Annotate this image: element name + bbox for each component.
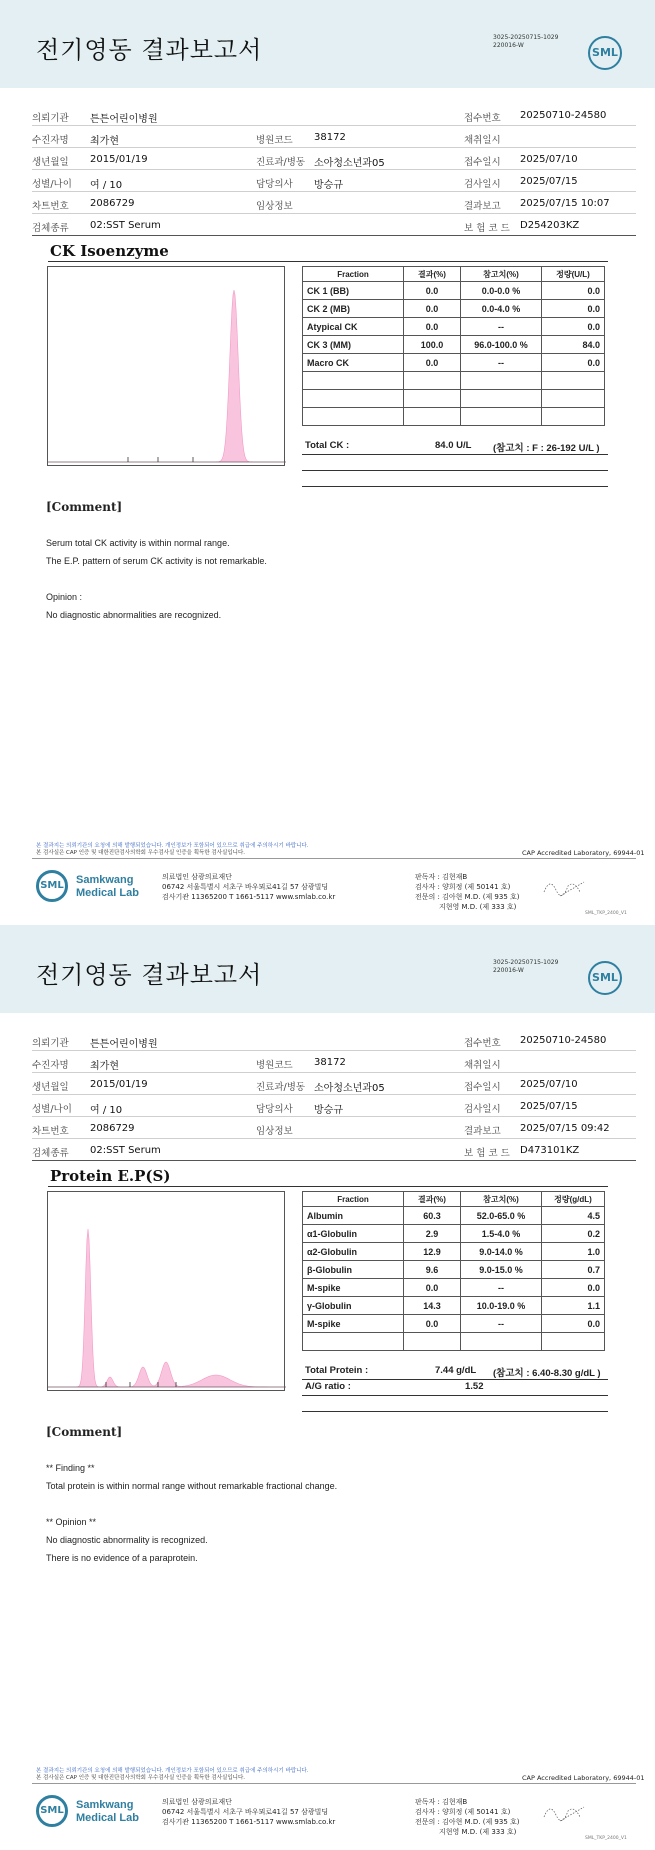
header-result: 결과(%): [404, 1192, 461, 1207]
info-row: [32, 1139, 636, 1161]
info-patient: 최가현: [90, 1061, 119, 1072]
info-row: [32, 1029, 636, 1051]
comment-line: Opinion :: [46, 592, 83, 602]
cell-fraction: [303, 1333, 404, 1351]
cell-result: [404, 1333, 461, 1351]
total-label: Total CK :: [305, 440, 350, 451]
cell-reference: --: [461, 318, 542, 336]
info-birth-label: 생년월일: [32, 157, 69, 168]
info-barcode-label: 보 험 코 드: [464, 223, 510, 234]
info-dept-label: 진료과/병동: [256, 1082, 306, 1093]
lab-address: 의료법인 삼광의료재단 06742 서울특별시 서초구 바우뫼로41길 57 삼광빌딩 검사기관 11365200 T 1661-5117 www.smlab.co.kr: [162, 1798, 336, 1826]
header-fraction: Fraction: [303, 267, 404, 282]
info-doctor: 방승규: [314, 1105, 343, 1116]
ratio-divider: [302, 470, 608, 471]
comment-line: ** Opinion **: [46, 1517, 97, 1527]
samkwang-logo: SML: [36, 870, 68, 902]
info-report: 2025/07/15 09:42: [520, 1123, 610, 1134]
total-reference: (참고치 : 6.40-8.30 g/dL ): [493, 1368, 601, 1379]
total-row: [305, 1365, 607, 1379]
cell-quantity: [542, 390, 605, 408]
ratio-row: [305, 456, 607, 470]
total-row: [305, 440, 607, 454]
cell-result: 0.0: [404, 354, 461, 372]
table-row: [303, 1261, 605, 1279]
table-header-row: [303, 267, 605, 282]
info-receipt-date: 2025/07/10: [520, 154, 578, 165]
info-birth-label: 생년월일: [32, 1082, 69, 1093]
header-reference: 참고치(%): [461, 267, 542, 282]
comment-line: Total protein is within normal range without remarkable fractional change.: [46, 1481, 338, 1491]
info-hosp-code-label: 병원코드: [256, 1060, 293, 1071]
cell-result: 0.0: [404, 318, 461, 336]
total-reference: (참고치 : F : 26-192 U/L ): [493, 443, 600, 454]
info-patient: 최가현: [90, 136, 119, 147]
table-row: [303, 408, 605, 426]
cell-reference: 1.5-4.0 %: [461, 1225, 542, 1243]
cell-fraction: M-spike: [303, 1315, 404, 1333]
info-dept: 소아청소년과05: [314, 158, 385, 169]
cell-reference: 52.0-65.0 %: [461, 1207, 542, 1225]
info-report-label: 결과보고: [464, 201, 501, 212]
info-chart-label: 차트번호: [32, 1126, 69, 1137]
report-page-protein: [0, 925, 655, 1850]
info-specimen: 02:SST Serum: [90, 1145, 161, 1156]
cell-reference: [461, 372, 542, 390]
info-receipt-date: 2025/07/10: [520, 1079, 578, 1090]
total-label: Total Protein :: [305, 1365, 369, 1376]
comment-line: ** Finding **: [46, 1463, 95, 1473]
comment-title: [Comment]: [46, 500, 123, 514]
info-row: [32, 126, 636, 148]
cell-reference: [461, 408, 542, 426]
info-row: [32, 1073, 636, 1095]
result-table: [302, 1191, 605, 1351]
info-institution: 튼튼어린이병원: [90, 114, 158, 125]
info-patient-label: 수진자명: [32, 135, 69, 146]
cell-result: 100.0: [404, 336, 461, 354]
info-specimen-label: 검체종류: [32, 1148, 69, 1159]
cell-result: 14.3: [404, 1297, 461, 1315]
info-receipt: 20250710-24580: [520, 110, 607, 121]
header-quantity: 정량(U/L): [542, 267, 605, 282]
cell-result: 2.9: [404, 1225, 461, 1243]
cell-quantity: [542, 372, 605, 390]
cap-accreditation: CAP Accredited Laboratory, 69944-01: [522, 1774, 645, 1782]
cell-result: [404, 390, 461, 408]
cell-fraction: [303, 408, 404, 426]
cell-quantity: 0.0: [542, 1315, 605, 1333]
info-test-date-label: 검사일시: [464, 1104, 501, 1115]
comment-line: No diagnostic abnormalities are recognized.: [46, 610, 222, 620]
info-test-date: 2025/07/15: [520, 1101, 578, 1112]
info-institution-label: 의뢰기관: [32, 1038, 69, 1049]
info-barcode: D254203KZ: [520, 220, 580, 231]
table-row: [303, 354, 605, 372]
sml-logo: SML: [588, 36, 622, 70]
samkwang-brand: Samkwang Medical Lab: [76, 874, 139, 899]
cell-reference: 0.0-4.0 %: [461, 300, 542, 318]
cell-result: 0.0: [404, 300, 461, 318]
samkwang-logo: SML: [36, 1795, 68, 1827]
cell-fraction: β-Globulin: [303, 1261, 404, 1279]
info-dept: 소아청소년과05: [314, 1083, 385, 1094]
electrophoresis-graph: [47, 1191, 285, 1391]
cell-fraction: [303, 372, 404, 390]
info-row: [32, 1051, 636, 1073]
info-row: [32, 1117, 636, 1139]
table-row: [303, 390, 605, 408]
info-receipt-date-label: 접수일시: [464, 157, 501, 168]
table-row: [303, 372, 605, 390]
cell-result: 0.0: [404, 282, 461, 300]
info-test-date: 2025/07/15: [520, 176, 578, 187]
cell-result: [404, 408, 461, 426]
cell-fraction: CK 2 (MB): [303, 300, 404, 318]
document-id: 3025-20250715-1029 220016-W: [493, 34, 559, 49]
info-collect-label: 채취일시: [464, 1060, 501, 1071]
table-row: [303, 1315, 605, 1333]
cell-result: 60.3: [404, 1207, 461, 1225]
total-value: 84.0 U/L: [435, 440, 472, 451]
info-chart: 2086729: [90, 198, 135, 209]
cell-fraction: γ-Globulin: [303, 1297, 404, 1315]
info-sex: 여 / 10: [90, 180, 123, 191]
cell-quantity: [542, 1333, 605, 1351]
info-receipt: 20250710-24580: [520, 1035, 607, 1046]
cell-quantity: 1.1: [542, 1297, 605, 1315]
cell-fraction: α2-Globulin: [303, 1243, 404, 1261]
table-row: [303, 318, 605, 336]
info-doctor-label: 담당의사: [256, 179, 293, 190]
cell-fraction: α1-Globulin: [303, 1225, 404, 1243]
lab-staff: 판독자 : 김현재B 검사자 : 양희정 (제 50141 호) 전문의 : 김아현 M.D. (제 935 호) 지현영 M.D. (제 333 호): [415, 873, 520, 911]
info-clinical-label: 임상정보: [256, 1126, 293, 1137]
info-row: [32, 192, 636, 214]
cell-quantity: 0.2: [542, 1225, 605, 1243]
info-birth: 2015/01/19: [90, 154, 148, 165]
table-row: [303, 300, 605, 318]
header-reference: 참고치(%): [461, 1192, 542, 1207]
comment-line: The E.P. pattern of serum CK activity is not remarkable.: [46, 556, 267, 566]
info-report-label: 결과보고: [464, 1126, 501, 1137]
cell-reference: --: [461, 1315, 542, 1333]
info-specimen: 02:SST Serum: [90, 220, 161, 231]
cell-quantity: 0.0: [542, 354, 605, 372]
info-receipt-label: 접수번호: [464, 1038, 501, 1049]
cell-quantity: 0.0: [542, 1279, 605, 1297]
total-divider: [302, 454, 608, 455]
info-sex-label: 성별/나이: [32, 1104, 72, 1115]
footer-divider: [32, 1783, 636, 1784]
total-value: 7.44 g/dL: [435, 1365, 477, 1376]
cell-quantity: 0.0: [542, 318, 605, 336]
cap-accreditation: CAP Accredited Laboratory, 69944-01: [522, 849, 645, 857]
info-row: [32, 214, 636, 236]
info-row: [32, 148, 636, 170]
cell-fraction: CK 3 (MM): [303, 336, 404, 354]
table-row: [303, 1225, 605, 1243]
cell-fraction: Macro CK: [303, 354, 404, 372]
cell-reference: 10.0-19.0 %: [461, 1297, 542, 1315]
cell-reference: --: [461, 1279, 542, 1297]
info-row: [32, 170, 636, 192]
cell-result: 0.0: [404, 1279, 461, 1297]
header-quantity: 정량(g/dL): [542, 1192, 605, 1207]
cell-quantity: 1.0: [542, 1243, 605, 1261]
cell-fraction: Albumin: [303, 1207, 404, 1225]
info-sex-label: 성별/나이: [32, 179, 72, 190]
cell-reference: [461, 390, 542, 408]
result-table: [302, 266, 605, 426]
cell-result: 0.0: [404, 1315, 461, 1333]
electrophoresis-graph: [47, 266, 285, 466]
document-id: 3025-20250715-1029 220016-W: [493, 959, 559, 974]
section-title: Protein E.P(S): [50, 1167, 171, 1185]
info-barcode-label: 보 험 코 드: [464, 1148, 510, 1159]
info-birth: 2015/01/19: [90, 1079, 148, 1090]
info-doctor: 방승규: [314, 180, 343, 191]
info-institution: 튼튼어린이병원: [90, 1039, 158, 1050]
cell-quantity: 84.0: [542, 336, 605, 354]
ratio-row: [305, 1381, 607, 1395]
sml-logo: SML: [588, 961, 622, 995]
section-title: CK Isoenzyme: [50, 242, 169, 260]
comment-line: Serum total CK activity is within normal range.: [46, 538, 230, 548]
footer-notice: 본 결과지는 의뢰기관의 요청에 의해 발행되었습니다. 개인정보가 포함되어 있으므로 취급에 주의하시기 바랍니다. 본 검사실은 CAP 인증 및 대한진단검사의학회 우수검사실 인증을 획득한 검사실입니다.: [36, 843, 309, 856]
signature-scribble: [540, 872, 590, 902]
table-row: [303, 1297, 605, 1315]
report-title: 전기영동 결과보고서: [36, 961, 263, 989]
comment-line: There is no evidence of a paraprotein.: [46, 1553, 198, 1563]
info-doctor-label: 담당의사: [256, 1104, 293, 1115]
report-title: 전기영동 결과보고서: [36, 36, 263, 64]
table-row: [303, 1243, 605, 1261]
info-hosp-code-label: 병원코드: [256, 135, 293, 146]
info-institution-label: 의뢰기관: [32, 113, 69, 124]
comment-line: No diagnostic abnormality is recognized.: [46, 1535, 208, 1545]
cell-reference: [461, 1333, 542, 1351]
info-dept-label: 진료과/병동: [256, 157, 306, 168]
ep-curve: [48, 1229, 286, 1387]
info-barcode: D473101KZ: [520, 1145, 580, 1156]
table-row: [303, 336, 605, 354]
ep-curve: [48, 290, 286, 462]
total-divider: [302, 1379, 608, 1380]
section-divider: [48, 1186, 608, 1187]
bottom-divider: [302, 486, 608, 487]
table-header-row: [303, 1192, 605, 1207]
table-row: [303, 1333, 605, 1351]
info-chart-label: 차트번호: [32, 201, 69, 212]
comment-title: [Comment]: [46, 1425, 123, 1439]
bottom-divider: [302, 1411, 608, 1412]
info-specimen-label: 검체종류: [32, 223, 69, 234]
cell-fraction: [303, 390, 404, 408]
header-result: 결과(%): [404, 267, 461, 282]
header-fraction: Fraction: [303, 1192, 404, 1207]
cell-quantity: 4.5: [542, 1207, 605, 1225]
lab-staff: 판독자 : 김현재B 검사자 : 양희정 (제 50141 호) 전문의 : 김아현 M.D. (제 935 호) 지현영 M.D. (제 333 호): [415, 1798, 520, 1836]
ratio-value: 1.52: [465, 1381, 484, 1392]
cell-result: 9.6: [404, 1261, 461, 1279]
form-id: SML_TKP_2400_V1: [585, 1836, 627, 1841]
info-sex: 여 / 10: [90, 1105, 123, 1116]
footer-notice: 본 결과지는 의뢰기관의 요청에 의해 발행되었습니다. 개인정보가 포함되어 있으므로 취급에 주의하시기 바랍니다. 본 검사실은 CAP 인증 및 대한진단검사의학회 우수검사실 인증을 획득한 검사실입니다.: [36, 1768, 309, 1781]
table-row: [303, 1279, 605, 1297]
cell-quantity: [542, 408, 605, 426]
info-report: 2025/07/15 10:07: [520, 198, 610, 209]
info-collect-label: 채취일시: [464, 135, 501, 146]
info-hosp-code: 38172: [314, 1057, 346, 1068]
ratio-label: A/G ratio :: [305, 1381, 351, 1392]
cell-result: [404, 372, 461, 390]
info-patient-label: 수진자명: [32, 1060, 69, 1071]
cell-fraction: Atypical CK: [303, 318, 404, 336]
info-test-date-label: 검사일시: [464, 179, 501, 190]
samkwang-brand: Samkwang Medical Lab: [76, 1799, 139, 1824]
cell-quantity: 0.0: [542, 300, 605, 318]
signature-scribble: [540, 1797, 590, 1827]
cell-fraction: CK 1 (BB): [303, 282, 404, 300]
cell-result: 12.9: [404, 1243, 461, 1261]
lab-address: 의료법인 삼광의료재단 06742 서울특별시 서초구 바우뫼로41길 57 삼광빌딩 검사기관 11365200 T 1661-5117 www.smlab.co.kr: [162, 873, 336, 901]
form-id: SML_TKP_2400_V1: [585, 911, 627, 916]
footer-divider: [32, 858, 636, 859]
cell-reference: --: [461, 354, 542, 372]
cell-reference: 9.0-14.0 %: [461, 1243, 542, 1261]
section-divider: [48, 261, 608, 262]
info-row: [32, 104, 636, 126]
cell-quantity: 0.7: [542, 1261, 605, 1279]
info-row: [32, 1095, 636, 1117]
cell-fraction: M-spike: [303, 1279, 404, 1297]
ratio-divider: [302, 1395, 608, 1396]
info-chart: 2086729: [90, 1123, 135, 1134]
table-row: [303, 1207, 605, 1225]
info-hosp-code: 38172: [314, 132, 346, 143]
info-receipt-date-label: 접수일시: [464, 1082, 501, 1093]
info-clinical-label: 임상정보: [256, 201, 293, 212]
cell-reference: 9.0-15.0 %: [461, 1261, 542, 1279]
cell-quantity: 0.0: [542, 282, 605, 300]
cell-reference: 0.0-0.0 %: [461, 282, 542, 300]
info-receipt-label: 접수번호: [464, 113, 501, 124]
table-row: [303, 282, 605, 300]
cell-reference: 96.0-100.0 %: [461, 336, 542, 354]
